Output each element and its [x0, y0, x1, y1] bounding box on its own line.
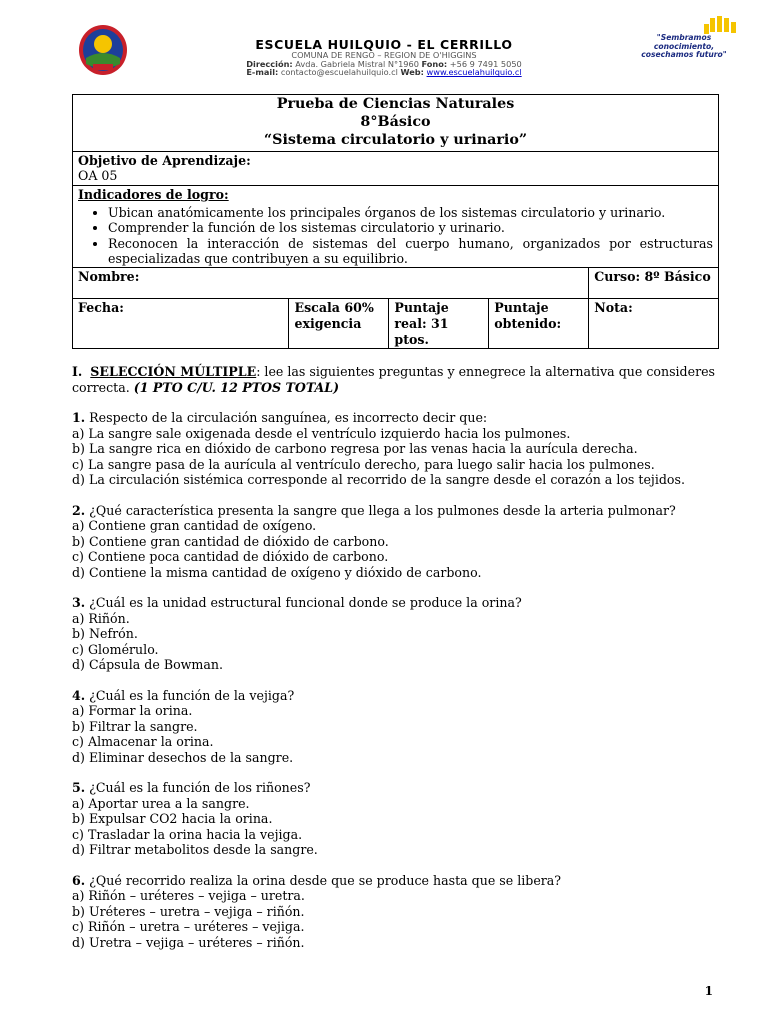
slogan: "Sembramos conocimiento, cosechamos futuro" [641, 33, 727, 60]
answer-option[interactable]: c) Almacenar la orina. [72, 734, 214, 749]
answer-option[interactable]: d) Uretra – vejiga – uréteres – riñón. [72, 934, 305, 950]
answer-option[interactable]: a) La sangre sale oxigenada desde el ventrículo izquierdo hacia los pulmones. [72, 425, 571, 441]
question-stem: 5. ¿Cuál es la función de los riñones? [72, 780, 311, 795]
obtained-score-field[interactable]: Puntaje obtenido: [489, 299, 589, 349]
answer-option[interactable]: d) Eliminar desechos de la sangre. [72, 749, 294, 765]
real-score-cell: Puntaje real: 31 ptos. [389, 299, 489, 349]
question-stem: 4. ¿Cuál es la función de la vejiga? [72, 687, 295, 703]
indicator-item: • Ubican anatómicamente los principales órganos de los sistemas circulatorio y urinario. [108, 205, 713, 220]
page-number: 1 [704, 984, 713, 998]
section-points: (1 PTO C/U. 12 PTOS TOTAL) [133, 379, 340, 395]
answer-option[interactable]: c) Trasladar la orina hacia la vejiga. [72, 826, 303, 842]
objective-cell [73, 151, 719, 185]
test-topic: “Sistema circulatorio y urinario” [263, 131, 528, 148]
letterhead [0, 0, 768, 90]
scale-cell: Escala 60% exigencia [289, 299, 389, 349]
indicator-item: • Reconocen la interacción de sistemas del cuerpo humano, organizados por estructuras especializadas que contribuyen a su equilibrio. [108, 236, 713, 267]
answer-option[interactable]: c) Glomérulo. [72, 641, 159, 657]
question-5 [72, 780, 715, 858]
name-field[interactable]: Nombre: [73, 268, 589, 299]
test-title: Prueba de Ciencias Naturales [276, 96, 515, 112]
test-title-cell [73, 95, 719, 152]
address-line: Dirección: Avda. Gabriela Mistral N°1960 Fono: +56 9 7491 5050 [246, 58, 522, 69]
question-2 [72, 503, 715, 581]
question-stem: 3. ¿Cuál es la unidad estructural funcional donde se produce la orina? [72, 595, 522, 610]
course-field: Curso: 8º Básico [589, 268, 719, 299]
answer-option[interactable]: d) Filtrar metabolitos desde la sangre. [72, 842, 318, 857]
objective-label: Objetivo de Aprendizaje: [78, 152, 251, 168]
questions-section [72, 364, 715, 965]
contact-line: E-mail: contacto@escuelahuilquio.cl Web: www.escuelahuilquio.cl [246, 67, 522, 78]
answer-option[interactable]: b) Nefrón. [72, 626, 138, 641]
answer-option[interactable]: a) Riñón – uréteres – vejiga – uretra. [72, 888, 305, 903]
answer-option[interactable]: a) Formar la orina. [72, 703, 193, 718]
indicator-item: • Comprender la función de los sistemas circulatorio y urinario. [108, 220, 713, 235]
test-info-table [72, 94, 719, 349]
section-instructions: I. SELECCIÓN MÚLTIPLE: lee las siguientes preguntas y ennegrece la alternativa que consideres correcta. (1 PTO C/U. 12 PTOS TOTAL) [72, 364, 716, 395]
answer-option[interactable]: a) Aportar urea a la sangre. [72, 795, 250, 811]
answer-option[interactable]: d) Cápsula de Bowman. [72, 657, 223, 672]
answer-option[interactable]: b) La sangre rica en dióxido de carbono regresa por las venas hacia la aurícula derecha. [72, 441, 638, 456]
answer-option[interactable]: c) Contiene poca cantidad de dióxido de carbono. [72, 549, 389, 564]
school-name: ESCUELA HUILQUIO - EL CERRILLO [255, 37, 513, 52]
answer-option[interactable]: b) Contiene gran cantidad de dióxido de carbono. [72, 533, 389, 549]
answer-option[interactable]: c) Riñón – uretra – uréteres – vejiga. [72, 919, 305, 934]
question-list [72, 410, 715, 950]
commune: COMUNA DE RENGO – REGION DE O'HIGGINS [291, 50, 477, 61]
answer-option[interactable]: b) Uréteres – uretra – vejiga – riñón. [72, 903, 305, 919]
answer-option[interactable]: c) La sangre pasa de la aurícula al ventrículo derecho, para luego salir hacia los pulmones. [72, 456, 655, 472]
question-stem: 2. ¿Qué característica presenta la sangre que llega a los pulmones desde la arteria pulmonar? [72, 502, 676, 518]
answer-option[interactable]: a) Riñón. [72, 610, 130, 626]
section-title: SELECCIÓN MÚLTIPLE [90, 364, 257, 379]
question-stem: 1. Respecto de la circulación sanguínea, es incorrecto decir que: [72, 410, 488, 425]
grade-field[interactable]: Nota: [589, 299, 719, 349]
date-field[interactable]: Fecha: [73, 299, 289, 349]
answer-option[interactable]: d) Contiene la misma cantidad de oxígeno y dióxido de carbono. [72, 564, 482, 580]
question-4 [72, 688, 715, 766]
answer-option[interactable]: d) La circulación sistémica corresponde al recorrido de la sangre desde el corazón a los tejidos. [72, 472, 685, 487]
letterhead-text [200, 38, 568, 77]
indicators-label: Indicadores de logro: [78, 187, 229, 203]
question-3 [72, 595, 715, 673]
indicators-cell [73, 186, 719, 268]
website-link[interactable]: www.escuelahuilquio.cl [426, 67, 522, 78]
objective-value: OA 05 [78, 168, 118, 184]
question-stem: 6. ¿Qué recorrido realiza la orina desde que se produce hasta que se libera? [72, 872, 562, 888]
indicators-list [78, 205, 713, 266]
answer-option[interactable]: b) Expulsar CO2 hacia la orina. [72, 811, 273, 826]
answer-option[interactable]: a) Contiene gran cantidad de oxígeno. [72, 518, 317, 533]
school-logo-icon [78, 24, 128, 76]
question-6 [72, 873, 715, 951]
question-1 [72, 410, 715, 488]
answer-option[interactable]: b) Filtrar la sangre. [72, 718, 198, 734]
test-grade: 8°Básico [360, 113, 431, 130]
